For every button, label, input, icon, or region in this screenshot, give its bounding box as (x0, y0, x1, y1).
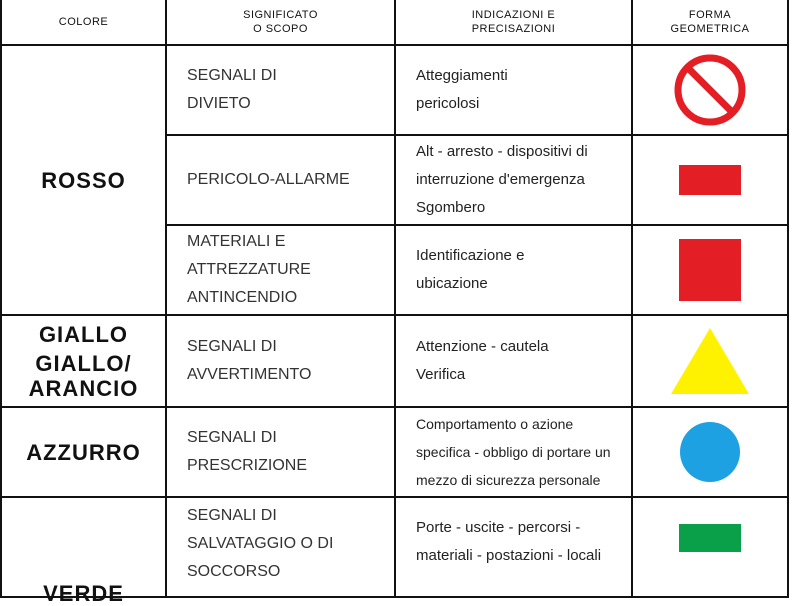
prohibition-circle-icon (673, 53, 747, 127)
color-label-giallo-line2: GIALLO/ (35, 350, 132, 376)
significato-cell: PERICOLO-ALLARME (166, 135, 395, 225)
color-label-giallo-line3: ARANCIO (28, 375, 139, 401)
yellow-triangle-shape (671, 328, 749, 394)
significato-cell: MATERIALI E ATTREZZATURE ANTINCENDIO (166, 225, 395, 315)
indicazioni-cell: Alt - arresto - dispositivi di interruzione d'emergenza Sgombero (395, 135, 632, 225)
shape-cell (632, 135, 788, 225)
indicazioni-cell: Attenzione - cautela Verifica (395, 315, 632, 407)
shape-cell (632, 497, 788, 597)
shape-cell (632, 45, 788, 135)
indicazioni-cell: Atteggiamenti pericolosi (395, 45, 632, 135)
header-significato: SIGNIFICATO O SCOPO (166, 0, 395, 45)
color-label-giallo (1, 315, 166, 407)
table-row (1, 497, 788, 597)
header-indicazioni: INDICAZIONI E PRECISAZIONI (395, 0, 632, 45)
blue-circle-shape (679, 421, 741, 483)
header-row (1, 0, 788, 45)
shape-cell (632, 315, 788, 407)
color-label-azzurro: AZZURRO (1, 407, 166, 497)
table-row (1, 407, 788, 497)
color-label-verde: VERDE (1, 497, 166, 597)
color-label-rosso: ROSSO (1, 45, 166, 315)
table-row (1, 45, 788, 135)
header-forma: FORMA GEOMETRICA (632, 0, 788, 45)
indicazioni-cell: Porte - uscite - percorsi - materiali - postazioni - locali (395, 497, 632, 597)
significato-cell: SEGNALI DI AVVERTIMENTO (166, 315, 395, 407)
significato-cell: SEGNALI DI SALVATAGGIO O DI SOCCORSO (166, 497, 395, 597)
color-label-giallo-line1: GIALLO (38, 321, 129, 347)
significato-cell: SEGNALI DI DIVIETO (166, 45, 395, 135)
significato-cell: SEGNALI DI PRESCRIZIONE (166, 407, 395, 497)
indicazioni-cell: Identificazione e ubicazione (395, 225, 632, 315)
table-row (1, 315, 788, 407)
red-rectangle-shape (679, 165, 741, 195)
shape-cell (632, 407, 788, 497)
green-rectangle-shape (679, 524, 741, 552)
header-colore: COLORE (1, 0, 166, 45)
indicazioni-cell: Comportamento o azione specifica - obbligo di portare un mezzo di sicurezza personale (395, 407, 632, 497)
shape-cell (632, 225, 788, 315)
red-square-shape (679, 239, 741, 301)
